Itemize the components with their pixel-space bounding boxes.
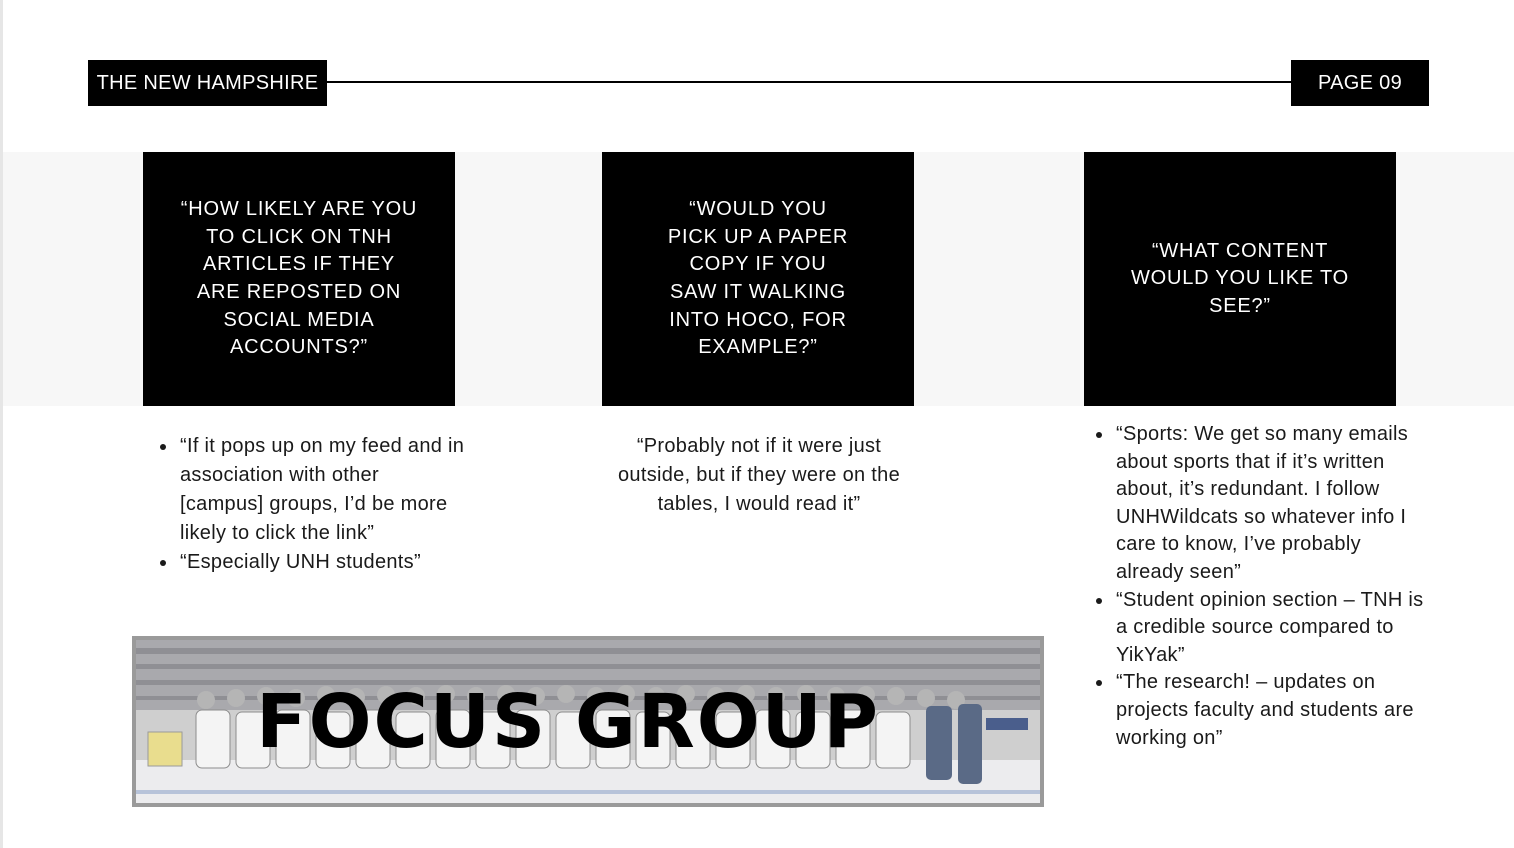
banner-title: FOCUS GROUP xyxy=(256,678,880,765)
answer-paper-copy: “Probably not if it were just outside, but if they were on the tables, I would read it” xyxy=(618,435,900,515)
left-edge-divider xyxy=(0,0,3,848)
header-rule xyxy=(320,81,1300,83)
answer-item: • “The research! – updates on projects faculty and students are working on” xyxy=(1114,669,1426,752)
publication-tag: THE NEW HAMPSHIRE xyxy=(88,60,327,106)
focus-group-banner xyxy=(132,636,1044,807)
question-card-social-media xyxy=(143,152,455,406)
answers-content xyxy=(1094,421,1426,752)
question-text: “WHAT CONTENT WOULD YOU LIKE TO SEE?” xyxy=(1130,239,1350,317)
answers-social-media xyxy=(158,432,468,577)
question-text: “WOULD YOU PICK UP A PAPER COPY IF YOU SAW IT WALKING INTO HOCO, FOR EXAMPLE?” xyxy=(667,198,849,359)
answer-item: • “Student opinion section – TNH is a credible source compared to YikYak” xyxy=(1114,587,1426,670)
answer-item: • “If it pops up on my feed and in association with other [campus] groups, I’d be more likely to click the link” xyxy=(178,432,468,548)
answer-item: • “Sports: We get so many emails about sports that if it’s written about, it’s redundant. I follow UNHWildcats so whatever info I care to know, I’ve probably already seen” xyxy=(1114,421,1426,587)
question-card-content xyxy=(1084,152,1396,406)
question-card-paper-copy xyxy=(602,152,914,406)
page-number-tag: PAGE 09 xyxy=(1291,60,1429,106)
answer-item: • “Especially UNH students” xyxy=(178,548,468,577)
question-text: “HOW LIKELY ARE YOU TO CLICK ON TNH ARTICLES IF THEY ARE REPOSTED ON SOCIAL MEDIA ACCOUNTS?” xyxy=(180,198,418,359)
